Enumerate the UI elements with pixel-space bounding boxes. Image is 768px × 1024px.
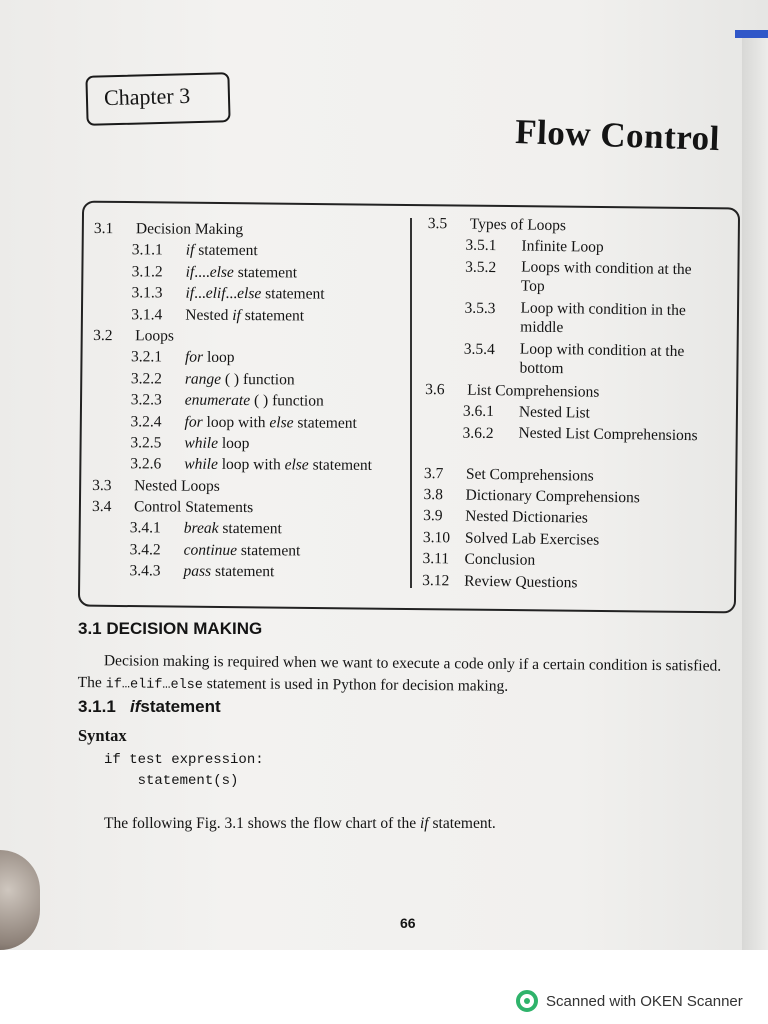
toc-right-column: [422, 213, 717, 595]
toc-entry-title: Loop with condition in the middle: [520, 299, 686, 337]
toc-entry-number: 3.12: [422, 571, 450, 589]
toc-entry: [94, 261, 374, 284]
toc-entry: [93, 325, 373, 348]
figure-reference: [104, 815, 496, 833]
toc-entry: [93, 368, 373, 391]
code-block: if test expression: statement(s): [104, 752, 264, 789]
toc-entry: [426, 297, 716, 343]
toc-entry-title: pass statement: [183, 562, 275, 581]
toc-entry: [427, 256, 717, 302]
toc-entry-number: 3.1.2: [131, 263, 163, 281]
scanner-label: Scanned with OKEN Scanner: [546, 992, 743, 1010]
toc-entry-number: 3.6: [425, 380, 445, 399]
toc-entry-number: 3.10: [422, 528, 451, 547]
toc-entry: [94, 218, 374, 241]
toc-entry-number: 3.2.2: [130, 369, 162, 388]
toc-entry: [92, 517, 372, 540]
toc-entry-number: 3.1: [93, 219, 114, 238]
toc-entry-number: 3.4.1: [129, 519, 161, 537]
toc-entry-number: 3.2.1: [130, 348, 163, 366]
toc-entry-title: Nested List Comprehensions: [518, 424, 698, 444]
toc-entry: [94, 239, 374, 262]
toc-entry-title: Review Questions: [464, 572, 578, 591]
toc-entry: [93, 411, 373, 434]
toc-entry-number: 3.2.6: [130, 455, 162, 473]
toc-entry-title: List Comprehensions: [467, 381, 600, 401]
toc-entry-number: 3.4.2: [129, 541, 161, 559]
toc-entry-title: Set Comprehensions: [465, 465, 594, 485]
toc-entry-title: Types of Loops: [469, 215, 567, 235]
page-edge: [742, 30, 768, 950]
inline-code: if…elif…else: [105, 677, 203, 694]
toc-entry: [424, 422, 714, 468]
toc-entry-title: if statement: [185, 242, 258, 260]
toc-entry: [425, 338, 715, 384]
chapter-label: Chapter 3: [103, 82, 191, 111]
toc-entry: [93, 346, 373, 369]
toc-entry-title: while loop with else statement: [184, 455, 373, 475]
toc-entry-number: 3.2.5: [130, 434, 162, 452]
toc-entry: [93, 389, 373, 412]
blue-tab: [735, 30, 768, 38]
syntax-heading: Syntax: [78, 726, 127, 745]
toc-entry-number: 3.7: [423, 464, 444, 482]
toc-entry-title: Nested if statement: [185, 306, 305, 325]
toc-entry: [92, 432, 372, 455]
toc-entry-title: for loop: [184, 348, 235, 367]
toc-entry-title: continue statement: [183, 541, 301, 560]
toc-entry-number: 3.5.4: [463, 340, 496, 358]
toc-entry-number: 3.1.3: [131, 284, 163, 302]
toc-left-column: [91, 218, 373, 584]
toc-entry-title: if....else statement: [185, 263, 298, 282]
toc-entry: [92, 496, 372, 519]
subsection-heading: [78, 697, 221, 717]
toc-entry-title: if...elif...else statement: [185, 284, 325, 303]
figure-text: The following Fig. 3.1 shows the flow chart of the: [104, 815, 420, 832]
toc-entry-title: Nested Dictionaries: [465, 507, 589, 527]
toc-entry-title: while loop: [184, 434, 250, 452]
toc-entry-number: 3.5: [427, 214, 448, 233]
toc-entry: [92, 453, 372, 476]
intro-paragraph: [78, 650, 742, 702]
toc-entry: [92, 539, 372, 562]
toc-entry-title: enumerate ( ) function: [184, 391, 324, 410]
paragraph-text: Decision making is required when we want to execute a code only if a certain condition is satisfied. The: [77, 652, 722, 692]
toc-entry-title: Loops: [135, 327, 174, 345]
toc-entry-number: 3.3: [92, 476, 112, 494]
toc-entry-title: Nested Loops: [134, 476, 220, 495]
page-number: 66: [400, 915, 416, 931]
toc-entry-number: 3.6.1: [462, 402, 495, 421]
toc-entry-title: Decision Making: [135, 220, 244, 239]
toc-entry-title: Dictionary Comprehensions: [465, 486, 641, 507]
toc-divider: [410, 218, 412, 588]
toc-entry-number: 3.1.1: [131, 241, 163, 259]
scanner-watermark: [516, 990, 743, 1012]
toc-entry: [93, 282, 373, 305]
toc-entry-number: 3.2.3: [130, 391, 162, 409]
chapter-title: Flow Control: [514, 112, 721, 159]
toc-entry-number: 3.9: [423, 507, 443, 525]
toc-entry-title: Solved Lab Exercises: [464, 529, 600, 549]
toc-entry-title: range ( ) function: [184, 370, 295, 389]
toc-entry-title: for loop with else statement: [184, 413, 357, 432]
toc-entry: [93, 304, 373, 327]
toc-entry-number: 3.4.3: [129, 562, 161, 580]
toc-entry-title: Loop with condition at the bottom: [519, 340, 685, 378]
toc-entry: [92, 475, 372, 498]
subsection-number: 3.1.1: [78, 697, 116, 716]
toc-entry-number: 3.4: [91, 498, 112, 516]
toc-entry-title: break statement: [183, 520, 282, 538]
figure-text: statement.: [428, 815, 496, 832]
toc-entry-number: 3.2.4: [130, 412, 162, 430]
toc-entry-number: 3.6.2: [462, 424, 494, 442]
subsection-title: statement: [140, 697, 221, 716]
toc-entry-number: 3.5.1: [465, 236, 497, 255]
toc-entry: [422, 569, 711, 595]
paragraph-text: statement is used in Python for decision making.: [202, 675, 509, 695]
toc-entry-number: 3.2: [93, 326, 113, 345]
figure-italic: if: [419, 815, 429, 832]
toc-entry-title: Nested List: [518, 403, 591, 422]
section-heading: 3.1 DECISION MAKING: [78, 619, 263, 638]
toc-entry-number: 3.5.3: [464, 299, 496, 317]
toc-entry-number: 3.8: [423, 485, 444, 504]
toc-entry-title: Conclusion: [464, 550, 536, 569]
toc-entry-number: 3.1.4: [131, 305, 163, 324]
toc-entry-title: Control Statements: [133, 498, 254, 517]
toc-entry-title: Loops with condition at the Top: [520, 258, 692, 296]
subsection-italic: if: [129, 697, 141, 716]
toc-entry: [91, 560, 371, 583]
oken-scanner-icon: [516, 990, 538, 1012]
toc-entry-title: Infinite Loop: [521, 237, 604, 257]
toc-entry-number: 3.11: [422, 550, 450, 568]
toc-entry-number: 3.5.2: [465, 258, 497, 276]
